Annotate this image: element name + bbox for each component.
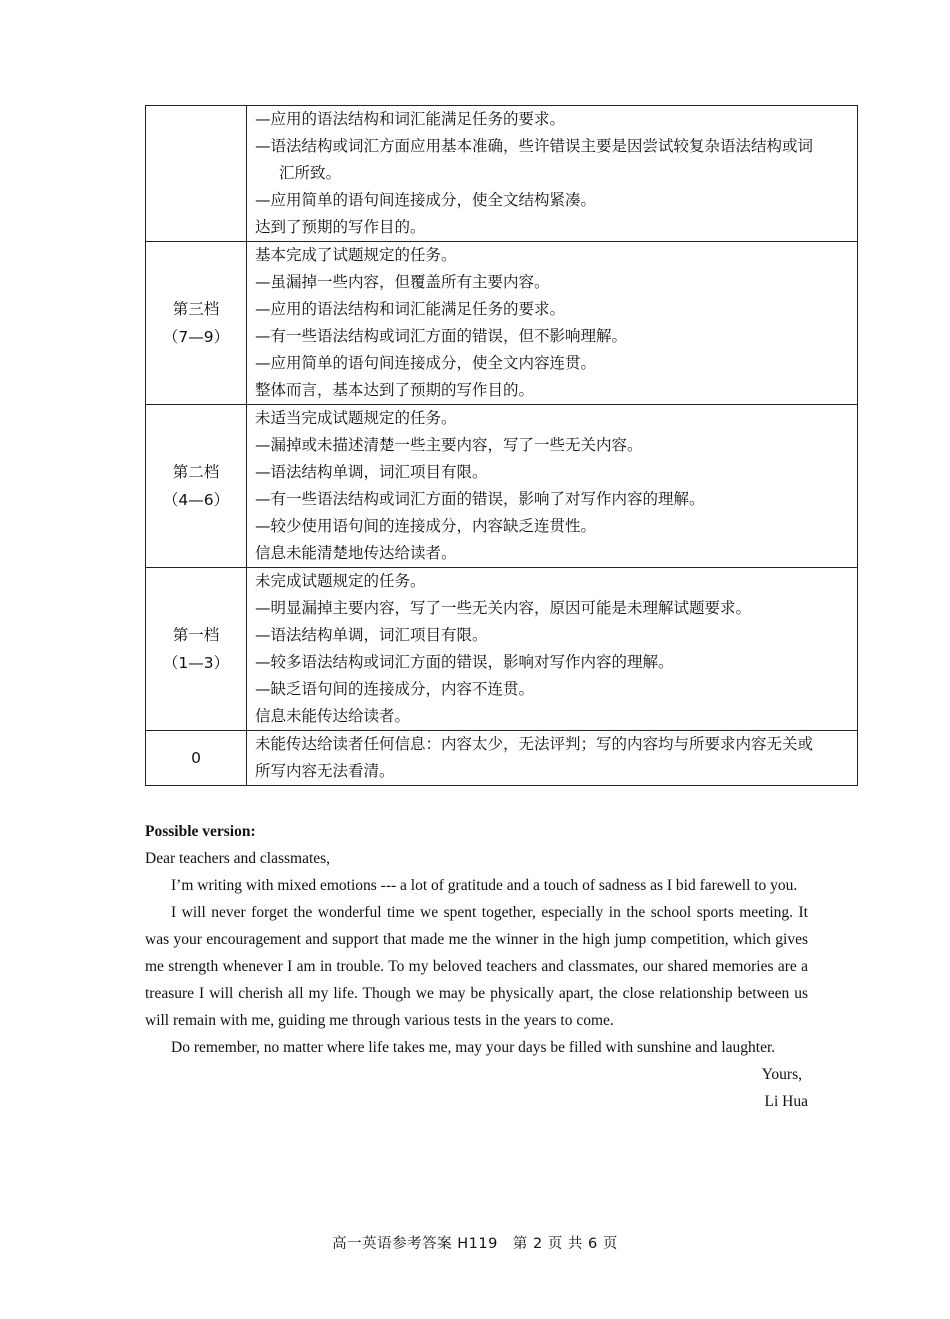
essay-salutation: Dear teachers and classmates, — [145, 850, 331, 867]
rubric-criterion-line: —缺乏语句间的连接成分，内容不连贯。 — [255, 680, 535, 698]
rubric-criterion-line: —较多语法结构或词汇方面的错误，影响对写作内容的理解。 — [255, 653, 674, 671]
essay-paragraph-3: Do remember, no matter where life takes me, may your days be filled with sunshine and laughter. — [171, 1039, 776, 1056]
rubric-criterion-line: —较少使用语句间的连接成分，内容缺乏连贯性。 — [255, 517, 597, 535]
rubric-description-cell — [247, 242, 858, 405]
rubric-criterion-line: 整体而言，基本达到了预期的写作目的。 — [255, 381, 535, 399]
rubric-criterion-line: —应用的语法结构和词汇能满足任务的要求。 — [255, 300, 566, 318]
rubric-criterion-line: —应用的语法结构和词汇能满足任务的要求。 — [255, 110, 566, 128]
rubric-row — [146, 242, 858, 405]
rubric-criterion-line: 未能传达给读者任何信息：内容太少，无法评判；写的内容均与所要求内容无关或 — [255, 735, 814, 753]
rubric-criterion-line: 基本完成了试题规定的任务。 — [255, 246, 457, 264]
rubric-criterion-line: —漏掉或未描述清楚一些主要内容，写了一些无关内容。 — [255, 436, 643, 454]
essay-paragraph-1: I’m writing with mixed emotions --- a lot of gratitude and a touch of sadness as I bid farewell to you. — [171, 877, 798, 894]
rubric-criterion-line: —应用简单的语句间连接成分，使全文内容连贯。 — [255, 354, 597, 372]
model-essay — [145, 818, 808, 1115]
rubric-criterion-line: —语法结构单调，词汇项目有限。 — [255, 626, 488, 644]
rubric-grade-cell — [146, 405, 247, 568]
essay-closing: Yours, — [761, 1066, 802, 1083]
essay-paragraph-2: I will never forget the wonderful time we spent together, especially in the school sports meeting. It was your encouragement and support that made me the winner in the high jump competition, which gives me strength whenever I am in trouble. To my beloved teachers and classmates, our shared memories are a treasure I will cherish all my life. Though we may be physically apart, the close relationship between us will remain with me, guiding me through various tests in the years to come. — [145, 904, 808, 1029]
grade-score-range: （7—9） — [162, 328, 230, 346]
grade-label: 第二档 — [172, 463, 220, 481]
rubric-criterion-line: 信息未能清楚地传达给读者。 — [255, 544, 457, 562]
essay-signature: Li Hua — [764, 1093, 808, 1110]
grade-score-range: （1—3） — [162, 654, 230, 672]
grade-score-range: （4—6） — [162, 491, 230, 509]
rubric-description-cell — [247, 568, 858, 731]
rubric-description-cell — [247, 106, 858, 242]
rubric-row — [146, 405, 858, 568]
rubric-row — [146, 731, 858, 786]
rubric-grade-cell — [146, 106, 247, 242]
rubric-criterion-line: —应用简单的语句间连接成分，使全文结构紧凑。 — [255, 191, 597, 209]
rubric-criterion-line: —虽漏掉一些内容，但覆盖所有主要内容。 — [255, 273, 550, 291]
rubric-grade-cell — [146, 242, 247, 405]
rubric-criterion-line: 所写内容无法看清。 — [255, 762, 395, 780]
rubric-criterion-line: —有一些语法结构或词汇方面的错误，影响了对写作内容的理解。 — [255, 490, 705, 508]
essay-title: Possible version: — [145, 823, 256, 840]
rubric-description-cell — [247, 731, 858, 786]
rubric-criterion-line: —有一些语法结构或词汇方面的错误，但不影响理解。 — [255, 327, 628, 345]
grade-label: 第一档 — [172, 626, 220, 644]
rubric-criterion-line: —语法结构单调，词汇项目有限。 — [255, 463, 488, 481]
page-footer: 高一英语参考答案 H119 第 2 页 共 6 页 — [332, 1236, 618, 1252]
rubric-body — [146, 106, 858, 786]
rubric-criterion-line: —语法结构或词汇方面应用基本准确，些许错误主要是因尝试较复杂语法结构或词 — [255, 137, 814, 155]
rubric-criterion-line: —明显漏掉主要内容，写了一些无关内容，原因可能是未理解试题要求。 — [255, 599, 752, 617]
grade-label: 0 — [191, 749, 201, 767]
rubric-grade-cell — [146, 731, 247, 786]
rubric-description-cell — [247, 405, 858, 568]
rubric-row — [146, 106, 858, 242]
rubric-criterion-line: 信息未能传达给读者。 — [255, 707, 411, 725]
rubric-grade-cell — [146, 568, 247, 731]
rubric-criterion-line: 未完成试题规定的任务。 — [255, 572, 426, 590]
rubric-criterion-line: 达到了预期的写作目的。 — [255, 218, 426, 236]
grade-label: 第三档 — [172, 300, 220, 318]
rubric-row — [146, 568, 858, 731]
rubric-criterion-line: 汇所致。 — [279, 164, 342, 182]
rubric-criterion-line: 未适当完成试题规定的任务。 — [255, 409, 457, 427]
scoring-rubric-table — [145, 105, 858, 786]
